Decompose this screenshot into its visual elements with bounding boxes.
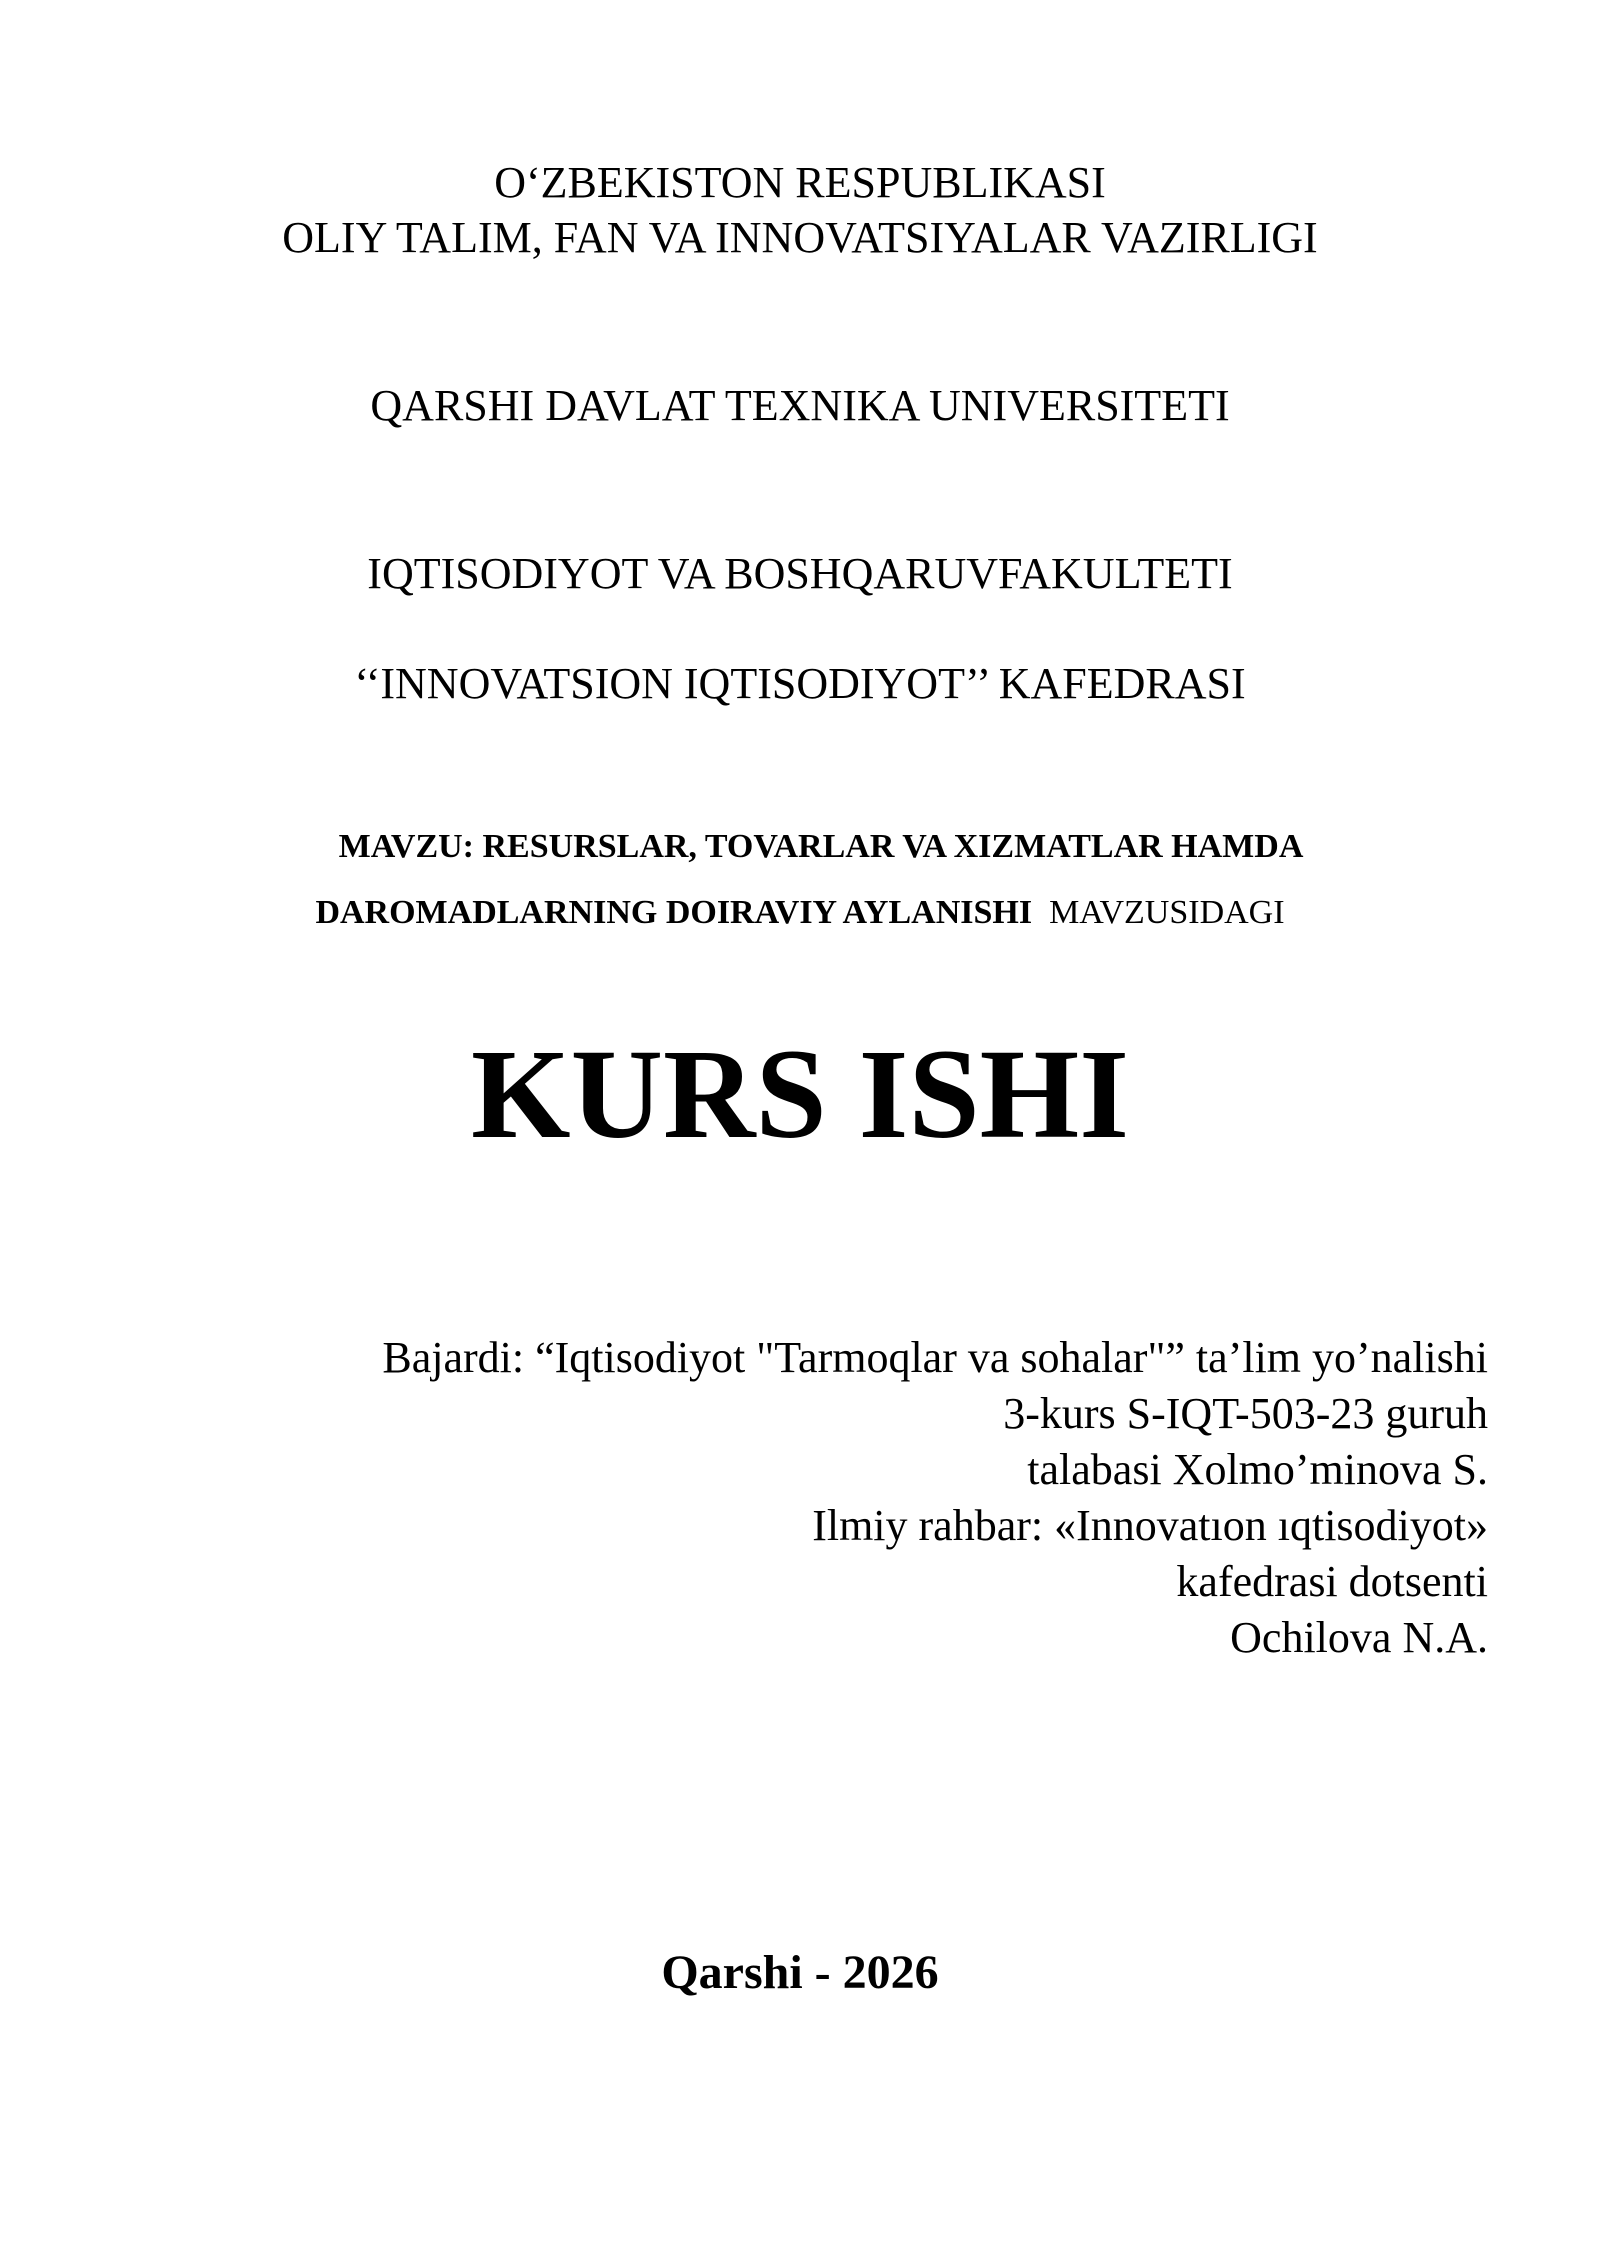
performed-by: Bajardi: “Iqtisodiyot "Tarmoqlar va sohalar"” ta’lim yo’nalishi [382,1333,1488,1382]
topic-line-2-normal: MAVZUSIDAGI [1049,894,1285,931]
student-group: 3-kurs S-IQT-503-23 guruh [1003,1389,1488,1438]
country-name: O‘ZBEKISTON RESPUBLIKASI [494,158,1106,207]
city-year: Qarshi - 2026 [661,1946,939,1999]
topic-line-2-bold: DAROMADLARNING DOIRAVIY AYLANISHI [315,894,1033,931]
supervisor: Ilmiy rahbar: «Innovatıon ıqtisodiyot» [812,1501,1488,1550]
document-title: KURS ISHI [471,1023,1129,1165]
supervisor-name: Ochilova N.A. [1230,1613,1488,1662]
topic-line-1: MAVZU: RESURSLAR, TOVARLAR VA XIZMATLAR HAMDA [338,828,1304,865]
supervisor-position: kafedrasi dotsenti [1176,1557,1488,1606]
topic-line-2 [0,896,1600,930]
ministry-name: OLIY TALIM, FAN VA INNOVATSIYALAR VAZIRLIGI [282,213,1318,262]
university-name: QARSHI DAVLAT TEXNIKA UNIVERSITETI [370,381,1230,430]
department-name: ‘‘INNOVATSION IQTISODIYOT’’ KAFEDRASI [354,659,1246,708]
faculty-name: IQTISODIYOT VA BOSHQARUVFAKULTETI [367,549,1233,598]
student-name: talabasi Xolmo’minova S. [1027,1445,1488,1494]
